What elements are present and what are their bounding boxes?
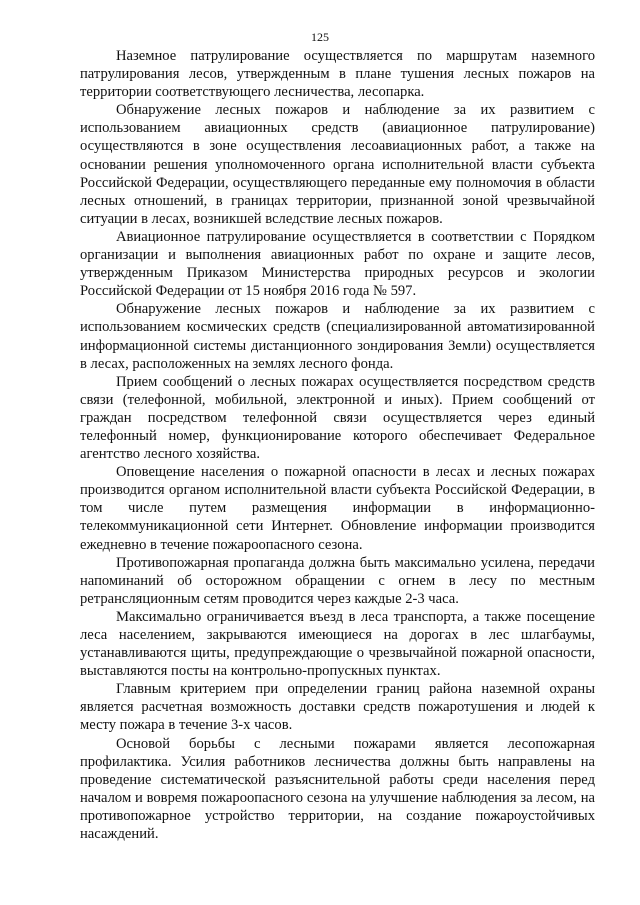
paragraph-ground-protection-criterion: Главным критерием при определении границ района наземной охраны является расчетная возможность доставки средств пожаротушения и людей к месту пожара в течение 3-х часов. <box>80 681 595 734</box>
paragraph-aviation-patrol-order: Авиационное патрулирование осуществляется в соответствии с Порядком организации и выполнения авиационных работ по охране и защите лесов, утвержденным Приказом Министерства природных ресурсов и экологии Российской Федерации от 15 ноября 2016 года № 597. <box>80 228 595 300</box>
paragraph-fire-propaganda: Противопожарная пропаганда должна быть максимально усилена, передачи напоминаний об осторожном обращении с огнем в лесу по местным ретрансляционным сетям проводится через каждые 2-3 часа. <box>80 554 595 607</box>
paragraph-space-detection: Обнаружение лесных пожаров и наблюдение за их развитием с использованием космических средств (специализированной автоматизированной информационной системы дистанционного зондирования Земли) осуществляется в лесах, расположенных на землях лесного фонда. <box>80 301 595 372</box>
paragraph-access-restriction: Максимально ограничивается въезд в леса транспорта, а также посещение леса населением, закрываются имеющиеся на дорогах в лес шлагбаумы, устанавливаются щиты, предупреждающие о чрезвычайной пожарной опасности, выставляются посты на контрольно-пропускных пунктах. <box>80 608 595 680</box>
paragraph-fire-reports: Прием сообщений о лесных пожарах осуществляется посредством средств связи (телефонной, мобильной, электронной и иных). Прием сообщений от граждан посредством телефонной связи осуществляется через единый телефонный номер, функционирование которого обеспечивает Федеральное агентство лесного хозяйства. <box>80 373 595 463</box>
document-body <box>80 47 595 843</box>
paragraph-fire-prevention: Основой борьбы с лесными пожарами является лесопожарная профилактика. Усилия работников лесничества должны быть направлены на проведение систематической разъяснительной работы среди населения перед началом и вовремя пожароопасного сезона на улучшение наблюдения за лесом, на противопожарное устройство территории, на создание пожароустойчивых насаждений. <box>80 735 595 843</box>
paragraph-public-notification: Оповещение населения о пожарной опасности в лесах и лесных пожарах производится органом исполнительной власти субъекта Российской Федерации, в том числе путем размещения информации в информационно-телекоммуникационной сети Интернет. Обновление информации производится ежедневно в течение пожароопасного сезона. <box>80 464 595 553</box>
paragraph-ground-patrol: Наземное патрулирование осуществляется по маршрутам наземного патрулирования лесов, утвержденным в плане тушения лесных пожаров на территории соответствующего лесничества, лесопарка. <box>80 48 595 101</box>
paragraph-aviation-detection: Обнаружение лесных пожаров и наблюдение за их развитием с использованием авиационных средств (авиационное патрулирование) осуществляются в зоне осуществления лесоавиационных работ, а также на основании решения уполномоченного органа исполнительной власти субъекта Российской Федерации, осуществляющего переданные ему полномочия в области лесных отношений, в границах территории, признанной зоной чрезвычайной ситуации в лесах, возникшей вследствие лесных пожаров. <box>80 102 595 227</box>
page-number: 125 <box>311 30 329 44</box>
